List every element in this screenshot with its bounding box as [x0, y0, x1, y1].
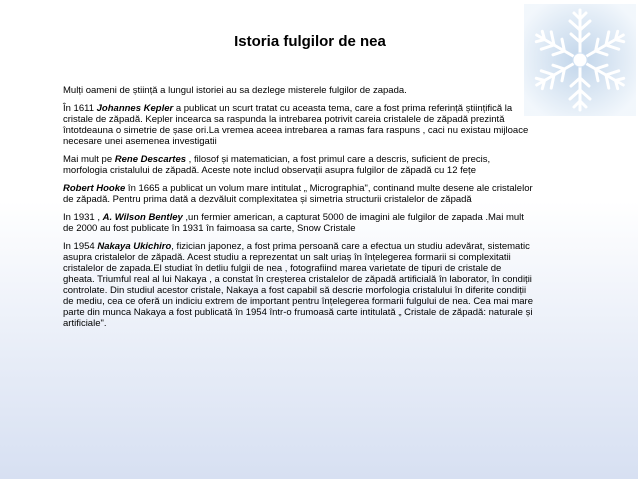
paragraph-text: , filosof și matematician, a fost primul care a descris, suficient de precis, morfologia cristalului de zăpadă. Aceste note includ observații asupra fulgilor de zăpadă cu 12 fețe	[63, 154, 491, 176]
paragraph-text: a publicat un scurt tratat cu aceasta tema, care a fost prima referință științifică la cristale de zăpadă. Kepler incearca sa raspunda la intrebarea potrivit careia cristalele de zăpadă prezintă întotdeauna o simetrie de șase ori.La vremea aceea intrebarea a ramas fara raspuns , caci nu existau mijloace necesare unei asemenea investigatii	[63, 103, 529, 147]
paragraph-prefix: In 1931 ,	[63, 212, 103, 223]
paragraph-hooke	[63, 183, 533, 205]
paragraph-nakaya	[63, 241, 533, 329]
content-body	[63, 85, 533, 336]
person-name: Nakaya Ukichiro	[97, 241, 172, 252]
paragraph-text: Mulți oameni de știință a lungul istoriei au sa dezlege misterele fulgilor de zapada.	[63, 85, 407, 96]
snowflake-icon	[524, 4, 636, 116]
page-title: Istoria fulgilor de nea	[234, 33, 386, 50]
paragraph-prefix: Mai mult pe	[63, 154, 115, 165]
paragraph-bentley	[63, 212, 533, 234]
paragraph-descartes	[63, 154, 533, 176]
person-name: A. Wilson Bentley	[102, 212, 183, 223]
paragraph-intro	[63, 85, 533, 96]
paragraph-prefix: În 1611	[63, 103, 97, 114]
person-name: Robert Hooke	[63, 183, 126, 194]
paragraph-kepler	[63, 103, 533, 147]
paragraph-text: , fizician japonez, a fost prima persoană care a efectua un studiu adevărat, sistematic asupra cristalelor de zăpadă. Acest studiu a reprezentat un salt uriaș în înțelegerea formarii si complexitatii cristalelor de zapada.El studiat în detliu fulgii de nea , fotografiind marea varietate de tipuri de cristale de gheata. Triumful real al lui Nakaya , a constat în creșterea cristalelor de zăpadă artificială în laborator, în condiții controlate. Din studiul acestor cristale, Nakaya a fost capabil să descrie morfologia cristalului în diferite condiții de mediu, cea ce oferă un indiciu extrem de important pentru înțelegerea formarii fulgului de nea. Cea mai mare parte din munca Nakaya a fost publicată în 1954 într-o frumoasă carte intitulată „ Cristale de zăpadă: naturale și artificiale".	[63, 241, 533, 329]
person-name: Rene Descartes	[114, 154, 187, 165]
paragraph-text: în 1665 a publicat un volum mare intitulat „ Micrographia", continand multe desene ale cristalelor de zăpadă. Pentru prima dată a dezvăluit complexitatea și simetria structurii cristalelor de zăpadă	[63, 183, 533, 205]
paragraph-prefix: In 1954	[63, 241, 98, 252]
paragraph-text: ,un fermier american, a capturat 5000 de imagini ale fulgilor de zapada .Mai mult de 2000 au fost publicate în 1931 în faimoasa sa carte, Snow Cristale	[63, 212, 524, 234]
person-name: Johannes Kepler	[96, 103, 174, 114]
